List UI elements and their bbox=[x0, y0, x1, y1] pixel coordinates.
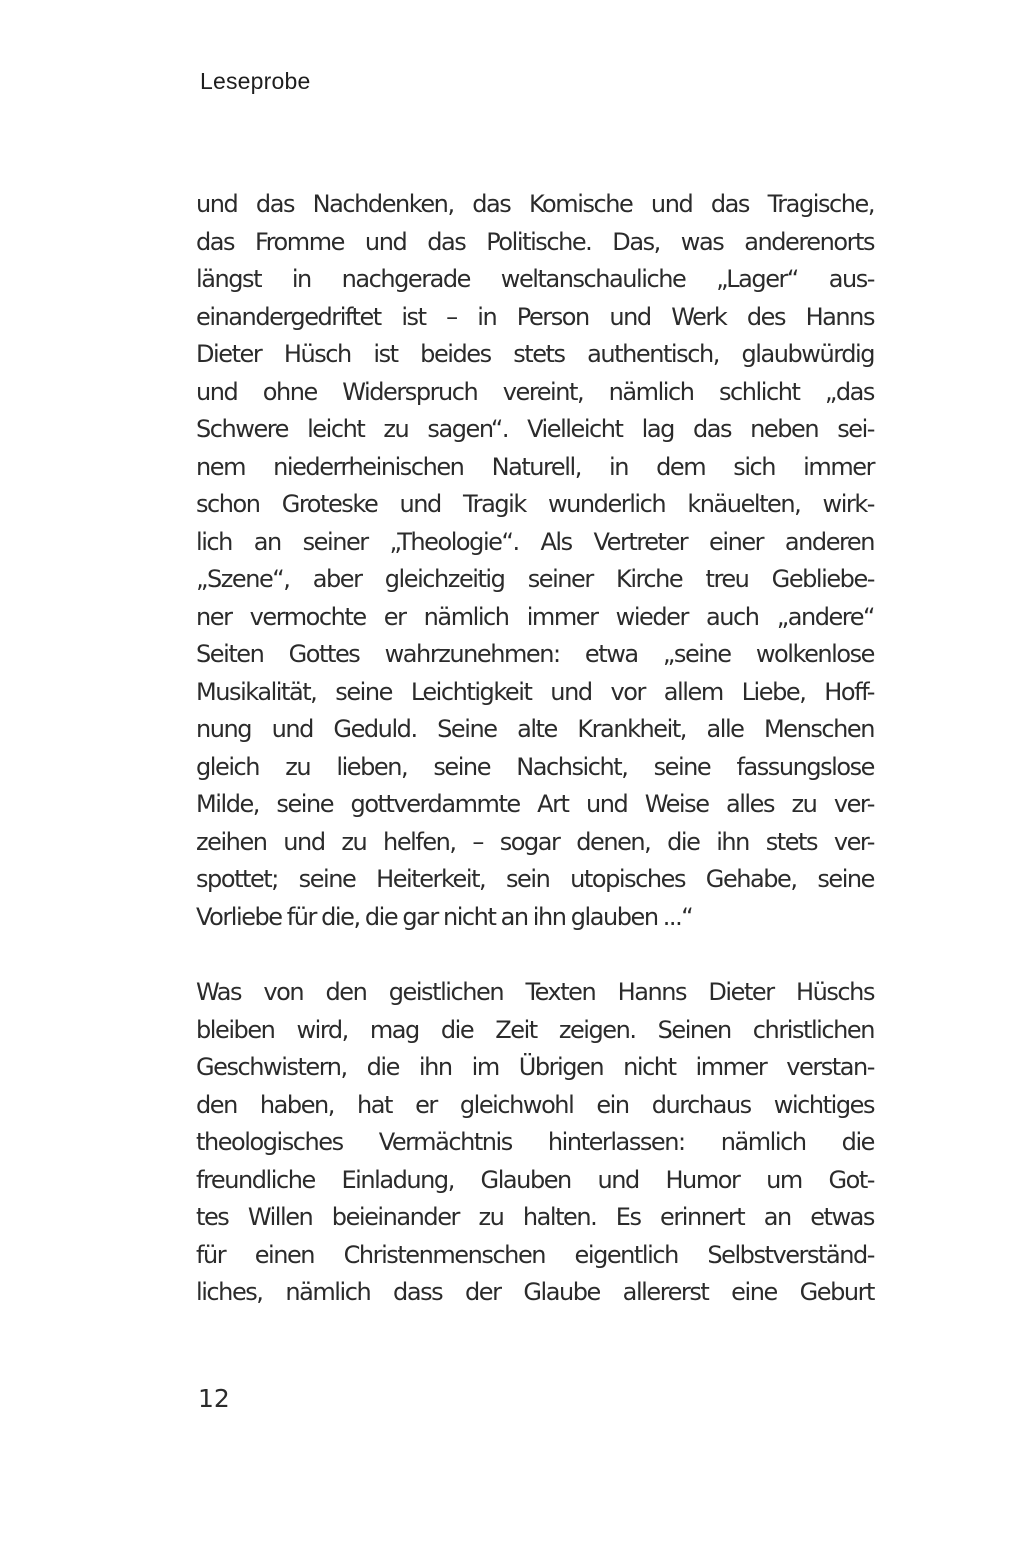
text-line: zeihen und zu helfen, – sogar denen, die ihn stets ver- bbox=[196, 827, 874, 856]
text-line: für einen Christenmenschen eigentlich Selbstverständ- bbox=[196, 1240, 874, 1269]
text-line: nung und Geduld. Seine alte Krankheit, alle Menschen bbox=[196, 715, 874, 743]
text-line: Milde, seine gottverdammte Art und Weise alles zu ver- bbox=[196, 790, 874, 818]
text-line: längst in nachgerade weltanschauliche „Lager“ aus- bbox=[196, 265, 874, 293]
text-line: den haben, hat er gleichwohl ein durchaus wichtiges bbox=[196, 1090, 874, 1119]
text-line: Seiten Gottes wahrzunehmen: etwa „seine wolkenlose bbox=[196, 640, 874, 668]
text-line: das Fromme und das Politische. Das, was anderenorts bbox=[196, 227, 874, 256]
text-line: tes Willen beieinander zu halten. Es erinnert an etwas bbox=[196, 1203, 874, 1231]
text-line: und ohne Widerspruch vereint, nämlich schlicht „das bbox=[196, 377, 874, 406]
text-line: gleich zu lieben, seine Nachsicht, seine fassungslose bbox=[196, 752, 874, 781]
text-line: ner vermochte er nämlich immer wieder auch „andere“ bbox=[196, 602, 874, 631]
text-line: Was von den geistlichen Texten Hanns Dieter Hüschs bbox=[196, 978, 874, 1006]
text-line: und das Nachdenken, das Komische und das Tragische, bbox=[196, 190, 874, 218]
text-line: „Szene“, aber gleichzeitig seiner Kirche treu Gebliebe- bbox=[196, 565, 874, 593]
text-line: lich an seiner „Theologie“. Als Vertreter einer anderen bbox=[196, 527, 874, 556]
text-line: schon Groteske und Tragik wunderlich knäuelten, wirk- bbox=[196, 490, 874, 518]
paragraph-2 bbox=[196, 974, 874, 1312]
text-line: spottet; seine Heiterkeit, sein utopisches Gehabe, seine bbox=[196, 865, 874, 893]
paragraph-1 bbox=[196, 186, 874, 936]
text-line: Schwere leicht zu sagen“. Vielleicht lag das neben sei- bbox=[196, 415, 874, 443]
text-line: theologisches Vermächtnis hinterlassen: nämlich die bbox=[196, 1128, 874, 1156]
text-line: Geschwistern, die ihn im Übrigen nicht immer verstan- bbox=[196, 1053, 874, 1081]
text-line: einandergedriftet ist – in Person und Werk des Hanns bbox=[196, 302, 874, 331]
text-line: nem niederrheinischen Naturell, in dem sich immer bbox=[196, 452, 874, 481]
text-line: Dieter Hüsch ist beides stets authentisch, glaubwürdig bbox=[196, 340, 874, 368]
header-label: Leseprobe bbox=[200, 68, 311, 94]
text-line: Vorliebe für die, die gar nicht an ihn glauben ...“ bbox=[196, 902, 693, 931]
text-line: liches, nämlich dass der Glaube allererst eine Geburt bbox=[196, 1278, 874, 1306]
page-number: 12 bbox=[198, 1384, 230, 1413]
text-line: bleiben wird, mag die Zeit zeigen. Seinen christlichen bbox=[196, 1015, 874, 1044]
text-line: Musikalität, seine Leichtigkeit und vor allem Liebe, Hoff- bbox=[196, 677, 874, 706]
text-line: freundliche Einladung, Glauben und Humor um Got- bbox=[196, 1165, 874, 1194]
